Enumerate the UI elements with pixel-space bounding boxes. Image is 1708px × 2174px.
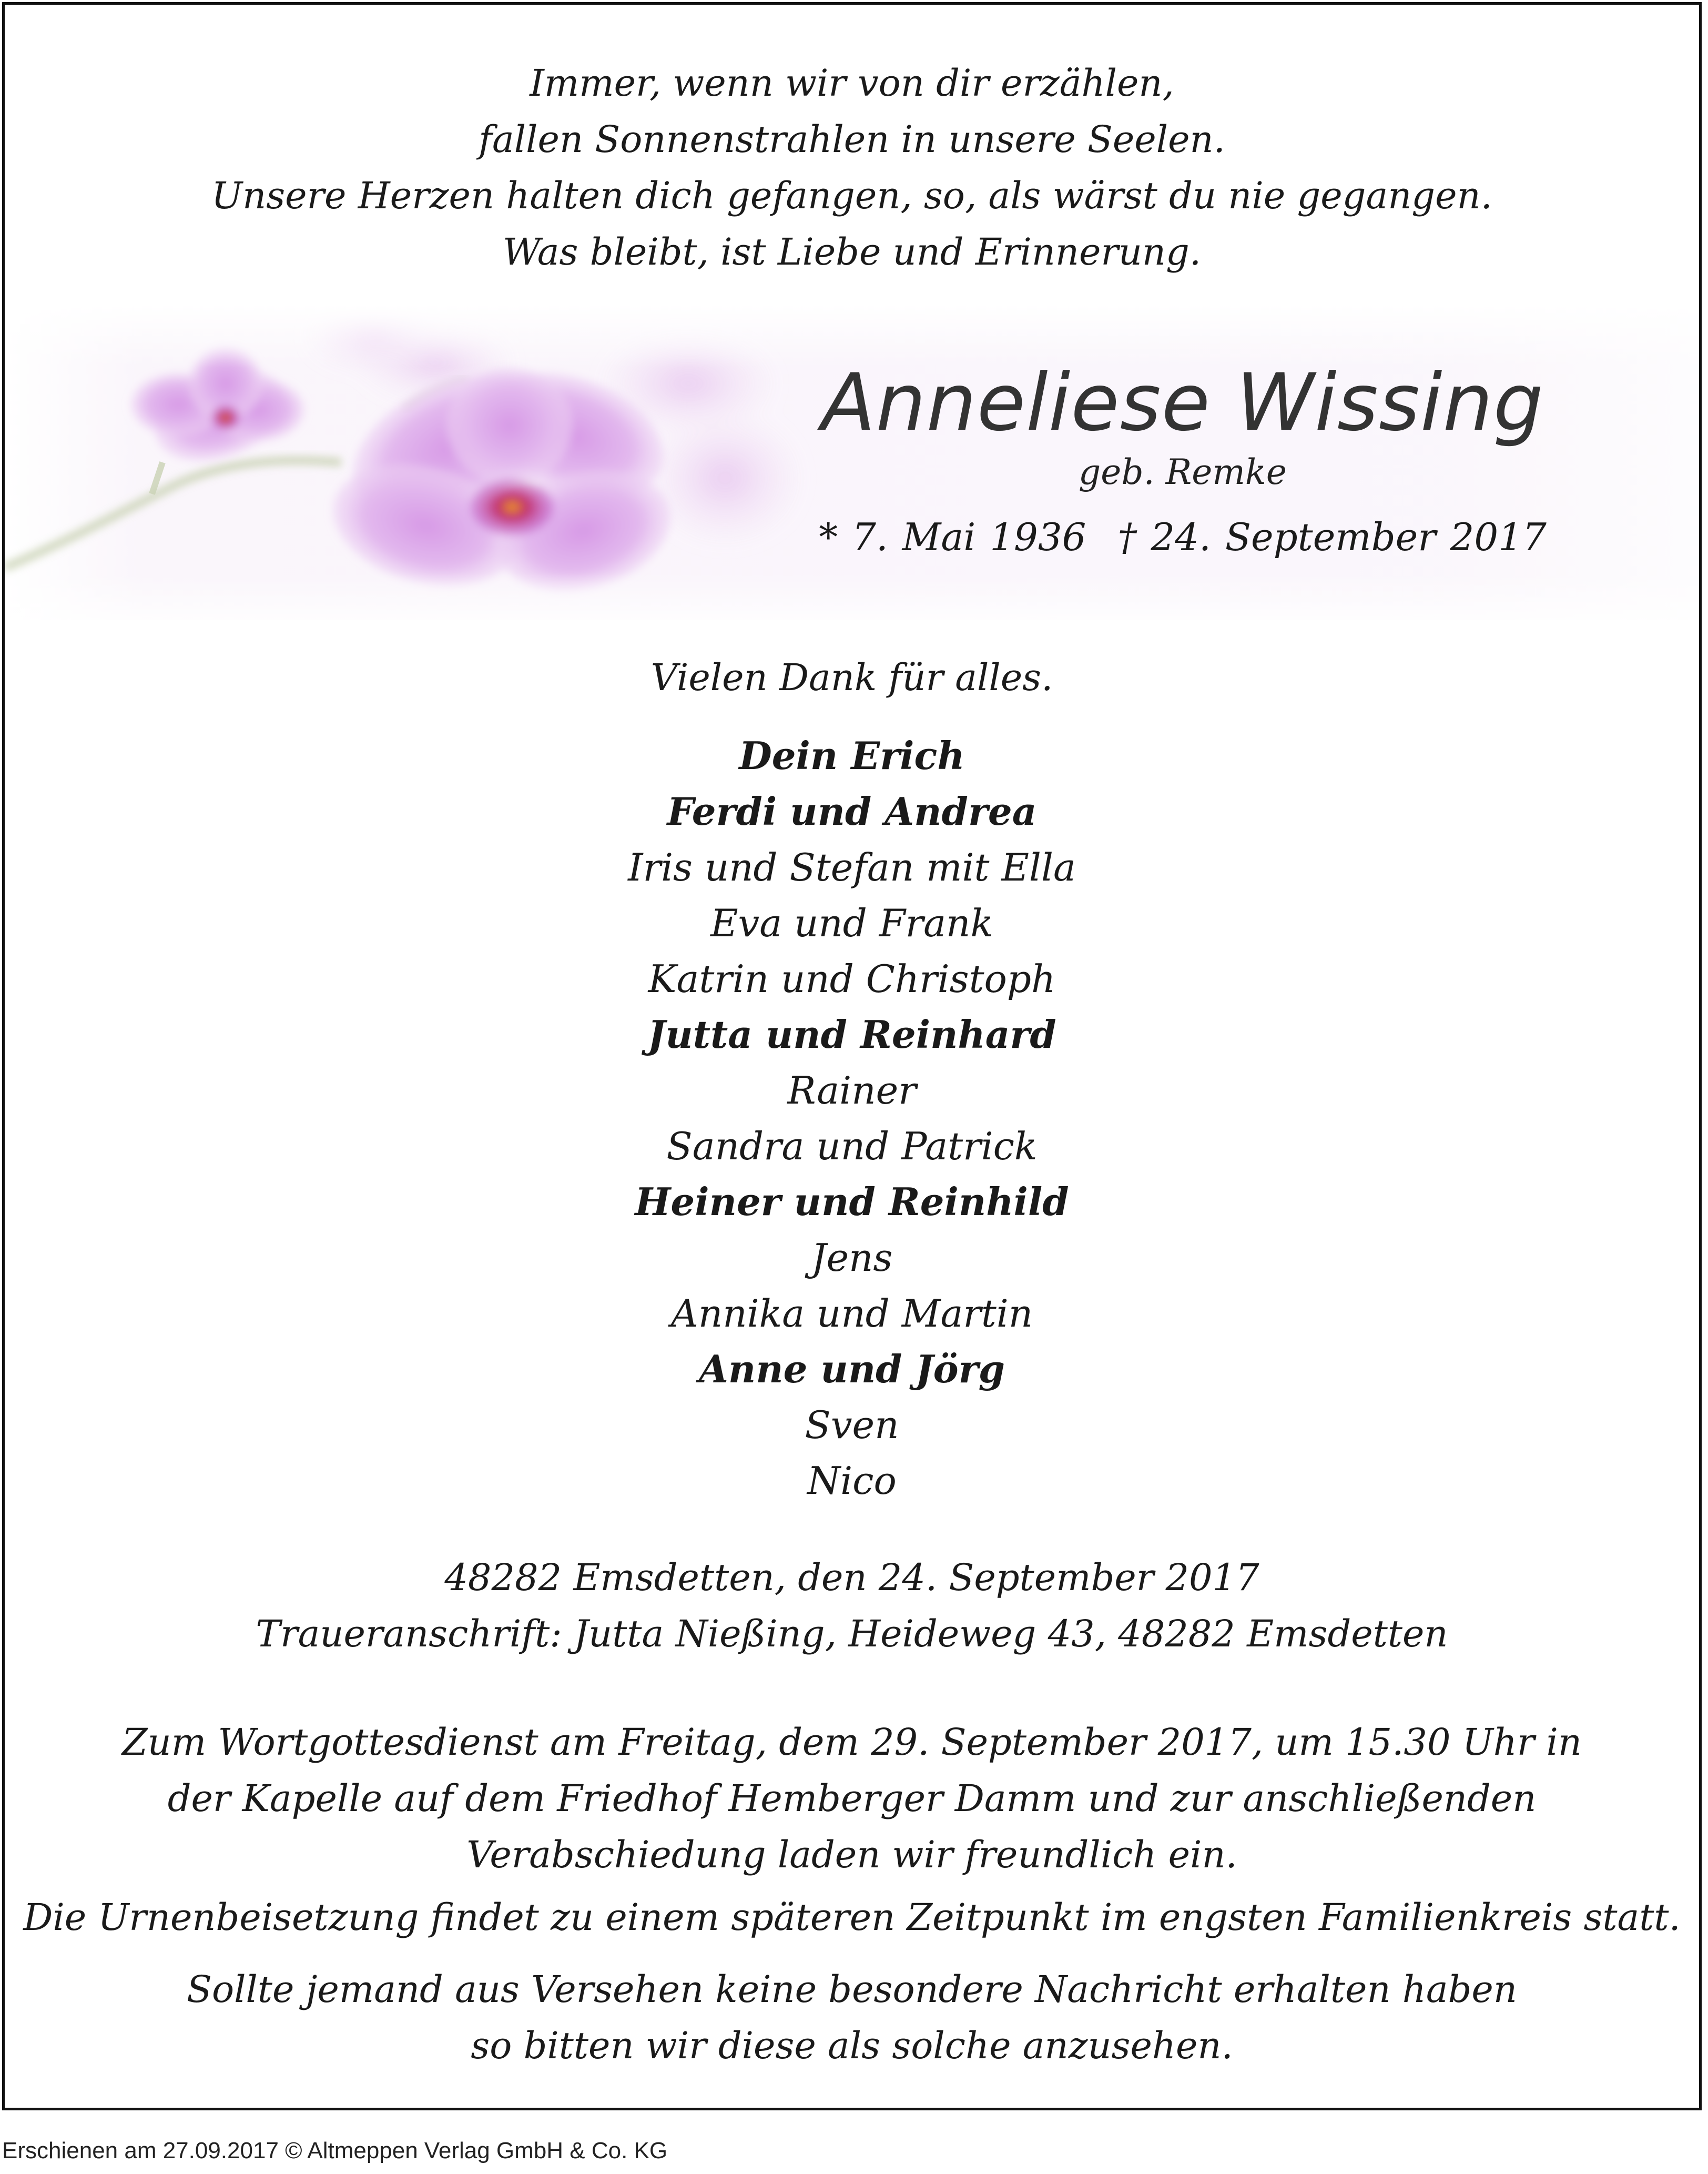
mourning-address: Traueranschrift: Jutta Nießing, Heideweg 43, 48282 Emsdetten	[256, 1612, 1448, 1655]
poem	[5, 55, 1699, 280]
service-line: Verabschiedung laden wir freundlich ein.	[466, 1833, 1237, 1876]
obituary-frame	[2, 2, 1702, 2110]
family-member: Jens	[811, 1236, 893, 1280]
family-list	[5, 728, 1699, 1509]
poem-line: fallen Sonnenstrahlen in unsere Seelen.	[479, 118, 1225, 161]
family-member: Annika und Martin	[670, 1291, 1033, 1336]
thanks-line: Vielen Dank für alles.	[650, 656, 1053, 699]
maiden-name: geb. Remke	[1079, 452, 1287, 492]
family-member: Eva und Frank	[710, 901, 994, 945]
closing-notice	[5, 1961, 1699, 2074]
urn-notice	[5, 1896, 1699, 1939]
service-line: Zum Wortgottesdienst am Freitag, dem 29. September 2017, um 15.30 Uhr in	[121, 1721, 1582, 1764]
name-banner	[5, 305, 1699, 620]
family-member: Sandra und Patrick	[666, 1124, 1038, 1168]
birth-date: * 7. Mai 1936	[819, 515, 1086, 559]
death-date: † 24. September 2017	[1117, 515, 1547, 559]
poem-line: Unsere Herzen halten dich gefangen, so, als wärst du nie gegangen.	[211, 174, 1492, 217]
family-member: Anne und Jörg	[699, 1347, 1005, 1391]
family-member: Ferdi und Andrea	[667, 789, 1037, 834]
closing-line: so bitten wir diese als solche anzusehen.	[471, 2024, 1233, 2067]
poem-line: Immer, wenn wir von dir erzählen,	[530, 62, 1174, 105]
family-member: Nico	[807, 1459, 897, 1503]
poem-line: Was bleibt, ist Liebe und Erinnerung.	[502, 230, 1202, 274]
service-line: der Kapelle auf dem Friedhof Hemberger Damm und zur anschließenden	[167, 1777, 1537, 1820]
family-member: Sven	[805, 1403, 899, 1447]
family-member: Heiner und Reinhild	[635, 1179, 1069, 1224]
place-date: 48282 Emsdetten, den 24. September 2017	[444, 1556, 1259, 1599]
closing-line: Sollte jemand aus Versehen keine besondere Nachricht erhalten haben	[187, 1968, 1517, 2011]
family-member: Rainer	[787, 1068, 917, 1113]
publication-footer: Erschienen am 27.09.2017 © Altmeppen Verlag GmbH & Co. KG	[2, 2138, 668, 2163]
service-notice	[5, 1714, 1699, 1883]
family-member: Dein Erich	[739, 733, 965, 778]
deceased-name: Anneliese Wissing	[821, 357, 1544, 449]
family-member: Katrin und Christoph	[648, 957, 1056, 1001]
family-member: Iris und Stefan mit Ella	[628, 845, 1076, 889]
family-member: Jutta und Reinhard	[647, 1012, 1056, 1057]
life-dates	[778, 515, 1588, 559]
location-block	[5, 1550, 1699, 1662]
urn-line: Die Urnenbeisetzung findet zu einem späteren Zeitpunkt im engsten Familienkreis statt.	[23, 1896, 1681, 1939]
